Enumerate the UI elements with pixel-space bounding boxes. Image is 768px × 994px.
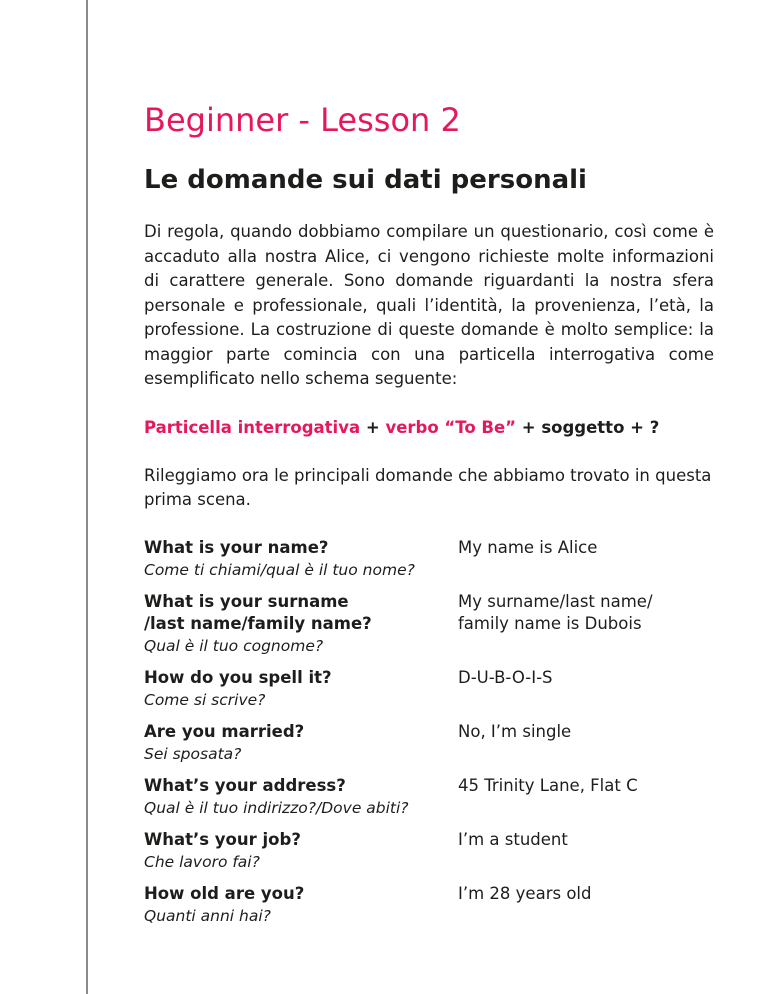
answer-line: I’m 28 years old	[458, 883, 592, 903]
qa-row-job	[144, 829, 714, 873]
translation: Che lavoro fai?	[144, 852, 260, 871]
answer	[458, 591, 653, 635]
lesson-title: Beginner - Lesson 2	[144, 101, 461, 139]
question-line: /last name/family name?	[144, 613, 372, 633]
qa-row-married	[144, 721, 714, 765]
margin-rule	[86, 0, 88, 994]
answer-line: My name is Alice	[458, 537, 598, 557]
qa-row-spell	[144, 667, 714, 711]
translation: Come si scrive?	[144, 690, 266, 709]
question: Are you married?	[144, 721, 305, 741]
page-content	[144, 98, 714, 927]
qa-row-name	[144, 537, 714, 581]
question: What’s your job?	[144, 829, 301, 849]
answer	[458, 775, 638, 797]
answer-line: D-U-B-O-I-S	[458, 667, 553, 687]
answer-line: family name is Dubois	[458, 613, 642, 633]
translation: Sei sposata?	[144, 744, 242, 763]
intro-paragraph: Di regola, quando dobbiamo compilare un questionario, così come è accaduto alla nostra Alice, ci vengono richieste molte informazioni di carattere generale. Sono domande riguardanti la nostra sfera personale e professionale, quali l’identità, la provenienza, l’età, la professione. La costruzione di queste domande è molto semplice: la maggior parte comincia con una particella interrogativa come esemplificato nello schema seguente:	[144, 222, 714, 388]
qa-row-age	[144, 883, 714, 927]
translation: Come ti chiami/qual è il tuo nome?	[144, 560, 415, 579]
formula-verb: verbo “To Be”	[385, 417, 517, 437]
answer-line: No, I’m single	[458, 721, 572, 741]
answer-line: 45 Trinity Lane, Flat C	[458, 775, 638, 795]
translation: Qual è il tuo indirizzo?/Dove abiti?	[144, 798, 409, 817]
formula-interrogative: Particella interrogativa	[144, 417, 361, 437]
question: What is your name?	[144, 537, 329, 557]
answer	[458, 537, 597, 559]
question: How do you spell it?	[144, 667, 332, 687]
answer	[458, 829, 568, 851]
answer	[458, 883, 591, 905]
answer-line: My surname/last name/	[458, 591, 653, 611]
qa-row-surname	[144, 591, 714, 657]
answer	[458, 667, 553, 689]
qa-list	[144, 537, 714, 927]
reread-paragraph: Rileggiamo ora le principali domande che abbiamo trovato in questa prima scena.	[144, 465, 712, 509]
formula-rest: + soggetto + ?	[516, 417, 660, 437]
question: How old are you?	[144, 883, 305, 903]
translation: Qual è il tuo cognome?	[144, 636, 324, 655]
answer	[458, 721, 571, 743]
translation: Quanti anni hai?	[144, 906, 271, 925]
question-line: What is your surname	[144, 591, 349, 611]
question: What’s your address?	[144, 775, 346, 795]
formula	[144, 416, 714, 440]
formula-plus: +	[360, 417, 386, 437]
section-title: Le domande sui dati personali	[144, 165, 587, 195]
qa-row-address	[144, 775, 714, 819]
answer-line: I’m a student	[458, 829, 568, 849]
